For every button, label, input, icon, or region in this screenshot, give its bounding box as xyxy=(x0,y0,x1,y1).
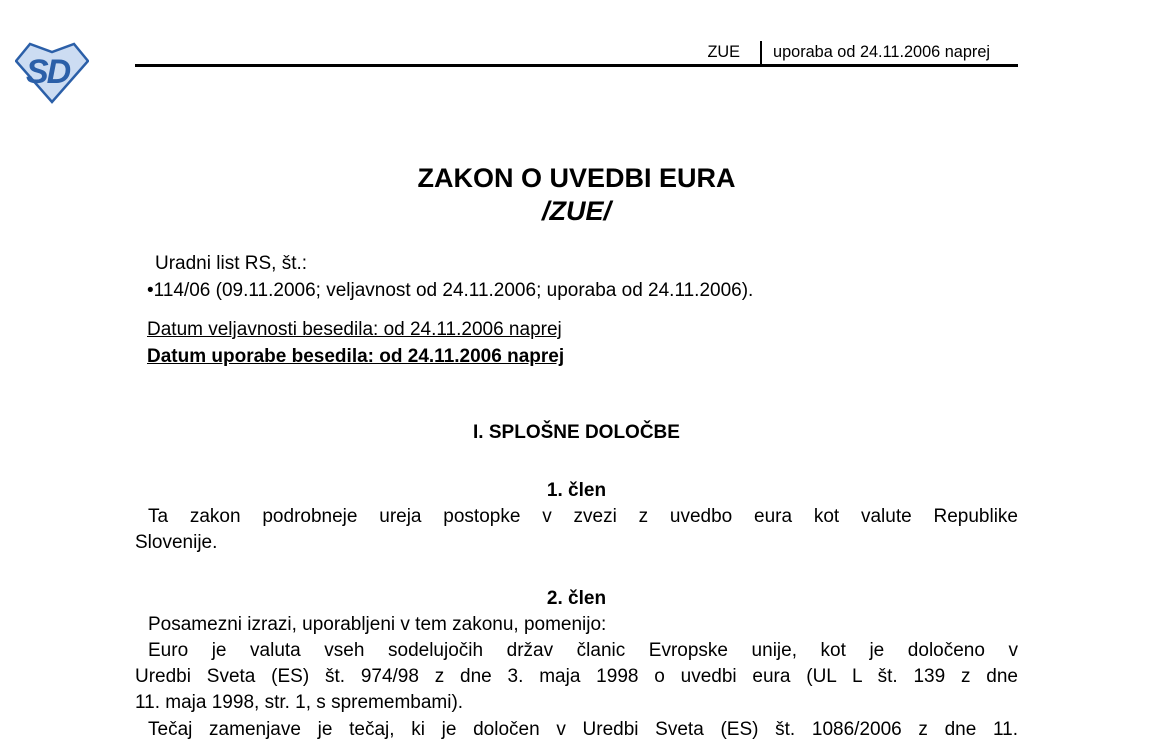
text-line: 11. maja 1998, str. 1, s spremembami). xyxy=(135,692,464,713)
header-usage-note: uporaba od 24.11.2006 naprej xyxy=(773,43,990,61)
validity-date-line: Datum veljavnosti besedila: od 24.11.2006 naprej xyxy=(147,319,562,340)
text-line: Slovenije. xyxy=(135,532,218,553)
article-2-heading: 2. člen xyxy=(546,588,607,609)
gazette-entry xyxy=(147,278,753,304)
euro-definition-paragraph xyxy=(135,638,1018,716)
chapter-heading: I. SPLOŠNE DOLOČBE xyxy=(473,422,680,443)
document-title: ZAKON O UVEDBI EURA xyxy=(417,163,736,193)
document-short-title: /ZUE/ xyxy=(541,196,611,226)
article-1-heading: 1. člen xyxy=(546,480,607,501)
logo-letters: SD xyxy=(26,53,70,91)
doc-code-label: ZUE xyxy=(707,43,741,61)
text-line: Ta zakon podrobneje ureja postopke v zvezi z uvedbo eura kot valute Republike xyxy=(148,506,1018,527)
header-rule xyxy=(135,64,1018,67)
gazette-bullet: • xyxy=(147,280,154,301)
sd-diamond-logo-icon xyxy=(15,40,89,104)
article-2-intro: Posamezni izrazi, uporabljeni v tem zakonu, pomenijo: xyxy=(148,614,607,635)
header-separator xyxy=(760,41,762,64)
exchange-rate-line: Tečaj zamenjave je tečaj, ki je določen v Uredbi Sveta (ES) št. 1086/2006 z dne 11. xyxy=(148,719,1018,740)
page-header xyxy=(707,41,990,64)
usage-date-line: Datum uporabe besedila: od 24.11.2006 naprej xyxy=(147,346,565,367)
text-line: Uredbi Sveta (ES) št. 974/98 z dne 3. maja 1998 o uvedbi eura (UL L št. 139 z dne xyxy=(135,666,1018,687)
document-title-block xyxy=(135,162,1018,228)
gazette-entry-text: 114/06 (09.11.2006; veljavnost od 24.11.2006; uporaba od 24.11.2006). xyxy=(153,280,754,301)
text-line: Euro je valuta vseh sodelujočih držav članic Evropske unije, kot je določeno v xyxy=(148,640,1018,661)
article-1-paragraph xyxy=(135,504,1018,556)
gazette-label: Uradni list RS, št.: xyxy=(155,253,308,274)
